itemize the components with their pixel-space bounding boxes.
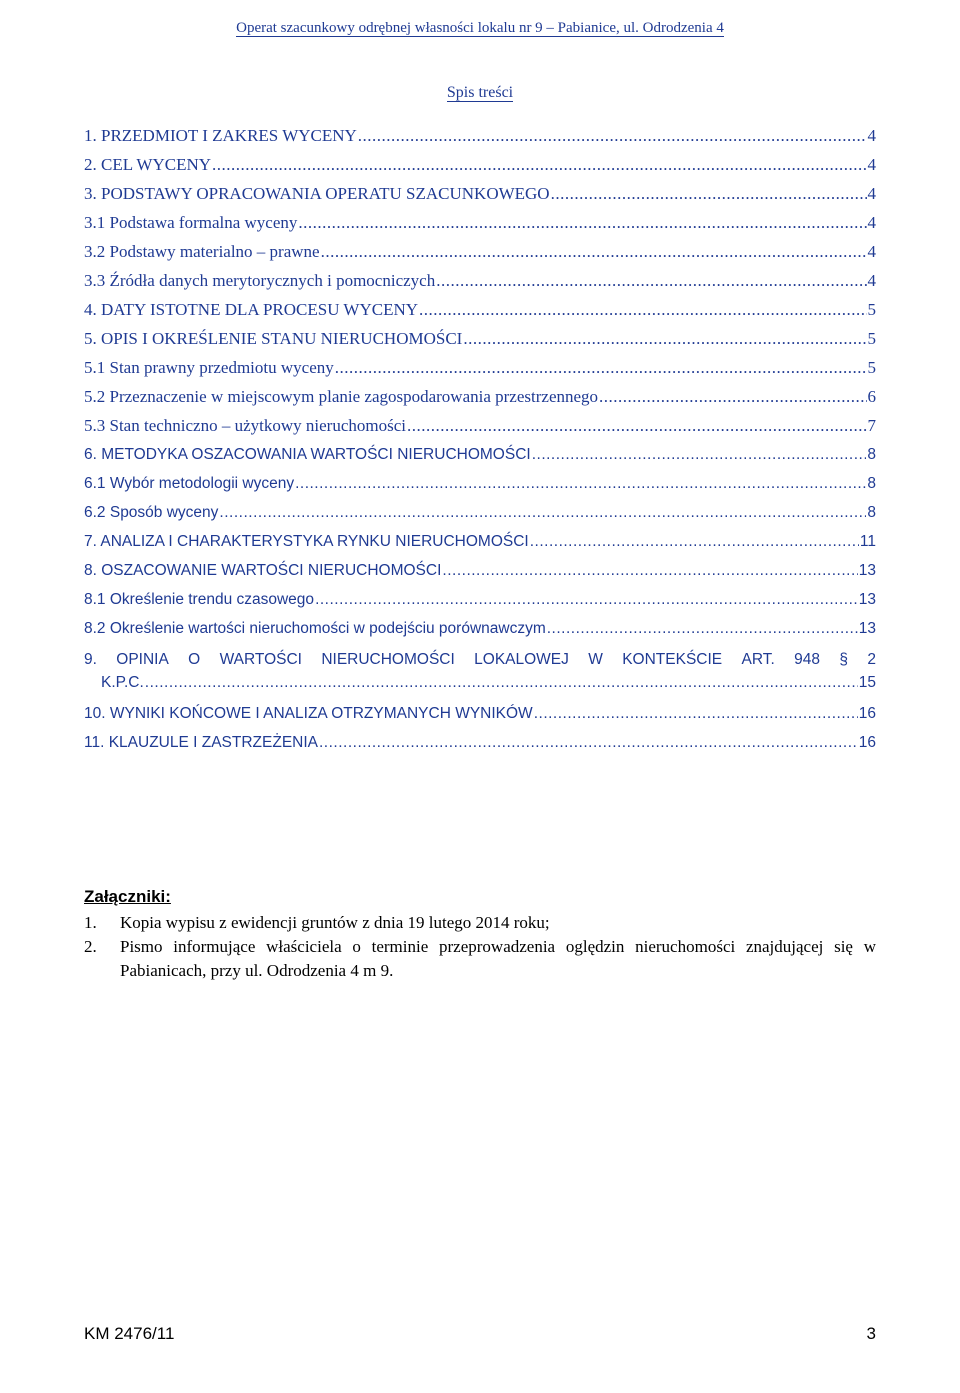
section-sign-icon: § (839, 651, 848, 668)
toc-entry-7[interactable]: 7. ANALIZA I CHARAKTERYSTYKA RYNKU NIERUCHOMOŚCI ..... 11 (84, 532, 876, 561)
toc-entry-5-2[interactable]: 5.2 Przeznaczenie w miejscowym planie zagospodarowania przestrzennego ..... 6 (84, 387, 876, 416)
toc-entry-3-2[interactable]: 3.2 Podstawy materialno – prawne ..... 4 (84, 242, 876, 271)
footer-page-number: 3 (866, 1324, 876, 1343)
toc-entry-10[interactable]: 10. WYNIKI KOŃCOWE I ANALIZA OTRZYMANYCH WYNIKÓW ..... 16 (84, 704, 876, 733)
toc-entry-8-2[interactable]: 8.2 Określenie wartości nieruchomości w podejściu porównawczym ..... 13 (84, 619, 876, 648)
attachment-item-1: 1. Kopia wypisu z ewidencji gruntów z dnia 19 lutego 2014 roku; (84, 913, 550, 932)
toc-entry-5[interactable]: 5. OPIS I OKREŚLENIE STANU NIERUCHOMOŚCI ..... 5 (84, 329, 876, 358)
toc-entry-1[interactable]: 1. PRZEDMIOT I ZAKRES WYCENY ..... 4 (84, 126, 876, 155)
attachments-title: Załączniki: (84, 887, 171, 906)
toc-entry-9-line2: K.P.C. ..... 15 (84, 672, 876, 694)
toc-entry-6-1[interactable]: 6.1 Wybór metodologii wyceny ..... 8 (84, 474, 876, 503)
toc-entry-8[interactable]: 8. OSZACOWANIE WARTOŚCI NIERUCHOMOŚCI ..... 13 (84, 561, 876, 590)
toc-entry-11[interactable]: 11. KLAUZULE I ZASTRZEŻENIA ..... 16 (84, 733, 876, 762)
toc-entry-9[interactable] (84, 648, 876, 694)
toc-entry-3-3[interactable]: 3.3 Źródła danych merytorycznych i pomocniczych ..... 4 (84, 271, 876, 300)
running-header-title: Operat szacunkowy odrębnej własności lokalu nr 9 – Pabianice, ul. Odrodzenia 4 (236, 20, 724, 36)
toc-entry-8-1[interactable]: 8.1 Określenie trendu czasowego ..... 13 (84, 590, 876, 619)
toc-title (0, 84, 960, 102)
toc-entry-5-3[interactable]: 5.3 Stan techniczno – użytkowy nieruchomości ..... 7 (84, 416, 876, 445)
running-header (0, 20, 960, 37)
attachments-list (84, 911, 876, 983)
toc-entry-4[interactable]: 4. DATY ISTOTNE DLA PROCESU WYCENY ..... 5 (84, 300, 876, 329)
toc-title-text[interactable]: Spis treści (446, 84, 514, 101)
attachment-item-2: 2. Pismo informujące właściciela o terminie przeprowadzenia oględzin nieruchomości znajdującej się w Pabianicach, przy ul. Odrodzenia 4 m 9. (84, 937, 876, 980)
toc-entry-9-line1: 9. OPINIA O WARTOŚCI NIERUCHOMOŚCI LOKALOWEJ W KONTEKŚCIE ART. 948 § 2 (84, 648, 876, 672)
toc-entry-5-1[interactable]: 5.1 Stan prawny przedmiotu wyceny ..... 5 (84, 358, 876, 387)
toc-entry-3-1[interactable]: 3.1 Podstawa formalna wyceny ..... 4 (84, 213, 876, 242)
toc-entry-6-2[interactable]: 6.2 Sposób wyceny ..... 8 (84, 503, 876, 532)
footer-reference: KM 2476/11 (84, 1324, 175, 1343)
toc-entry-6[interactable]: 6. METODYKA OSZACOWANIA WARTOŚCI NIERUCHOMOŚCI ..... 8 (84, 445, 876, 474)
toc-entry-2[interactable]: 2. CEL WYCENY ..... 4 (84, 155, 876, 184)
table-of-contents (84, 126, 876, 762)
toc-entry-3[interactable]: 3. PODSTAWY OPRACOWANIA OPERATU SZACUNKOWEGO ..... 4 (84, 184, 876, 213)
